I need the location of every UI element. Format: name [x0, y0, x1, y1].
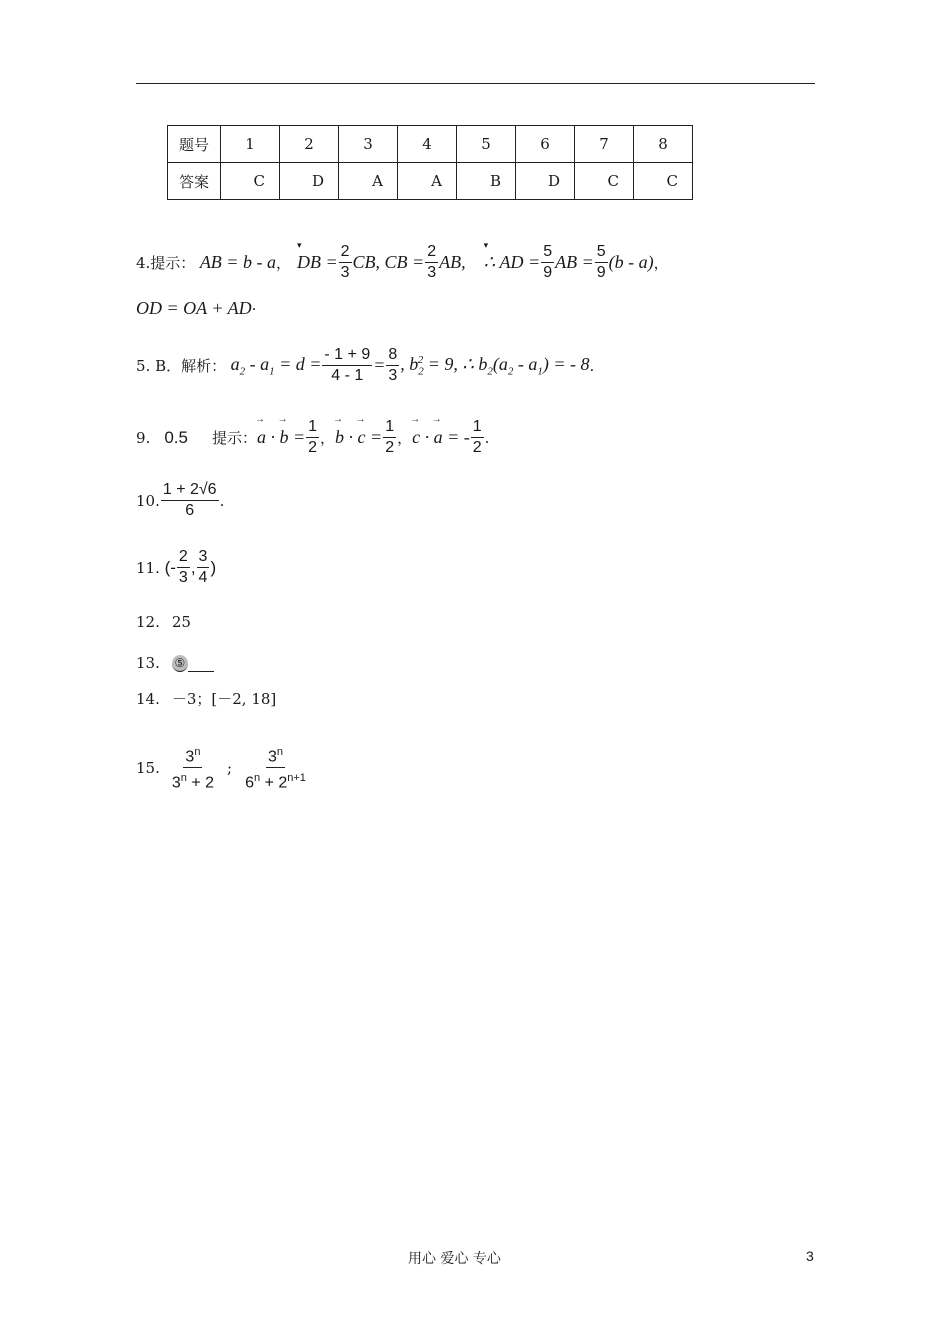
- item-15: 15. $\frac{3^n}{3^n + 2}$ ; $\frac{3^n}{6^n + 2^{n+1}}$: [136, 742, 309, 794]
- fraction: $\frac{3^n}{3^n + 2}$: [170, 742, 216, 794]
- number-cell: 5: [457, 126, 516, 163]
- item-5: 5. B．解析： $a_2 - a_1 = d$ = $\frac{- 1 + 9}{4 - 1}$ = $\frac{8}{3}$ , $b_2^2 = 9$, ∴ $b_2(a_2 - a_1)$ = - 8 .: [136, 346, 595, 384]
- answer-cell: B: [457, 163, 516, 200]
- fraction: $\frac{2}{3}$: [427, 243, 437, 281]
- item-4-line2: OD = OA + AD ·: [136, 298, 257, 318]
- answer-cell: D: [516, 163, 575, 200]
- answer-label: 答案: [168, 163, 221, 200]
- answer-cell: C: [575, 163, 634, 200]
- fraction: $\frac{1}{2}$: [308, 418, 318, 456]
- answer-cell: C: [634, 163, 693, 200]
- answer-cell: A: [398, 163, 457, 200]
- table-row: [168, 163, 693, 200]
- fraction: $\frac{1 + 2√6}{6}$: [162, 481, 217, 519]
- item-9-answer: 0.5: [164, 427, 188, 447]
- item-14-prefix: 14.: [136, 689, 160, 708]
- fraction: $\frac{2}{3}$: [340, 243, 350, 281]
- answer-cell: D: [280, 163, 339, 200]
- number-cell: 4: [398, 126, 457, 163]
- fraction: $\frac{5}{9}$: [596, 243, 606, 281]
- item-13-answer: ⑤: [172, 655, 188, 672]
- header-rule: [136, 83, 815, 84]
- fraction: $\frac{2}{3}$: [178, 548, 188, 586]
- header-label: 题号: [168, 126, 221, 163]
- number-cell: 8: [634, 126, 693, 163]
- fraction: $\frac{1}{2}$: [472, 418, 482, 456]
- item-13-prefix: 13.: [136, 654, 160, 672]
- item-4: 4.提示： AB = b - a ， ▾ DB = $\frac{2}{3}$ CB, CB = $\frac{2}{3}$ AB, ▾ ∴ AD = $\frac{5}{9}$ AB = $\frac{5}{9}$ (b - a) ，: [136, 242, 669, 283]
- item-11: 11. (- $\frac{2}{3}$ , $\frac{3}{4}$ ): [136, 548, 217, 586]
- item-10: 10. $\frac{1 + 2√6}{6}$ .: [136, 481, 225, 519]
- underline: [188, 655, 214, 672]
- fraction: $\frac{3}{4}$: [198, 548, 208, 586]
- page-number: 3: [806, 1248, 814, 1264]
- item-13: [136, 654, 214, 672]
- number-cell: 7: [575, 126, 634, 163]
- item-9: 9. 0.5 提示： → a · → b = $\frac{1}{2}$ ， → b · → c = $\frac{1}{2}$ ， → c · → a = - $\frac{1}{2}$ .: [136, 417, 489, 458]
- answer-table: [167, 125, 693, 200]
- answer-cell: C: [221, 163, 280, 200]
- item-12-prefix: 12.: [136, 613, 160, 631]
- item-12: [136, 613, 191, 631]
- fraction: $\frac{- 1 + 9}{4 - 1}$: [324, 346, 371, 384]
- fraction: $\frac{3^n}{6^n + 2^{n+1}}$: [243, 742, 308, 794]
- item-14-answer: －3；[－2, 18]: [171, 690, 277, 708]
- number-cell: 1: [221, 126, 280, 163]
- footer-slogan: 用心 爱心 专心: [408, 1251, 501, 1267]
- item-4-formula: AB = b - a: [195, 252, 276, 272]
- table-row: [168, 126, 693, 163]
- item-9-hint: 提示：: [211, 429, 257, 447]
- item-15-prefix: 15.: [136, 758, 160, 777]
- number-cell: 3: [339, 126, 398, 163]
- item-4-db: ▾ DB: [297, 252, 321, 273]
- fraction: $\frac{5}{9}$: [543, 243, 553, 281]
- item-5-prefix: 5. B．解析：: [136, 357, 227, 375]
- number-cell: 2: [280, 126, 339, 163]
- item-4-prefix: 4.提示：: [136, 254, 196, 272]
- item-10-prefix: 10.: [136, 491, 160, 510]
- therefore-symbol: ▾ ∴: [484, 252, 495, 273]
- item-11-prefix: 11.: [136, 558, 160, 577]
- answer-cell: A: [339, 163, 398, 200]
- item-9-prefix: 9.: [136, 428, 151, 447]
- item-14: [136, 688, 276, 709]
- fraction: $\frac{8}{3}$: [388, 346, 398, 384]
- fraction: $\frac{1}{2}$: [385, 418, 395, 456]
- item-4-line2-formula: OD = OA + AD: [136, 298, 252, 318]
- item-12-answer: 25: [171, 613, 191, 631]
- number-cell: 6: [516, 126, 575, 163]
